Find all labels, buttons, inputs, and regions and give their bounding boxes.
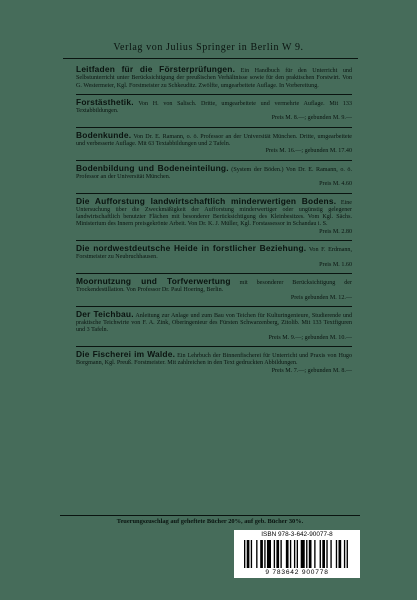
barcode-bar: [280, 540, 281, 568]
entry-bodenkunde: [76, 129, 352, 156]
barcode-bar: [286, 540, 289, 568]
entry-text: Von Dr. E. Ramann, o. ö. Professor an der Universität München. Dritte, umgearbeitete und verbesserte Auflage. Mit 63 Textabbildungen und 2 Tafeln.: [76, 133, 352, 148]
entry-price: Preis M. 8.—; gebunden M. 9.—: [271, 115, 352, 122]
barcode-bar: [301, 540, 305, 568]
entry-text: (System der Böden.) Von Dr. E. Ramann, o. ö. Professor an der Universität München.: [76, 166, 352, 180]
entry-bodenbildung: [76, 162, 352, 189]
entry-divider: [76, 346, 352, 347]
entry-price: Preis M. 1.60: [319, 261, 352, 268]
barcode-bar: [267, 540, 271, 568]
entry-price: Preis M. 4.60: [319, 181, 352, 188]
barcode-bar: [347, 540, 348, 568]
entry-title: Forstästhetik.: [76, 96, 134, 107]
barcode-bar: [344, 540, 345, 568]
entry-divider: [76, 306, 352, 307]
barcode-bar: [251, 540, 252, 568]
barcode-bar: [309, 540, 312, 568]
entry-forstaesthetik: [76, 96, 352, 123]
barcode-bar: [297, 540, 298, 568]
entry-title: Bodenkunde.: [76, 129, 132, 140]
publisher-header: Verlag von Julius Springer in Berlin W 9.: [113, 42, 304, 53]
barcode-bar: [294, 540, 295, 568]
entry-price: Preis M. 2.80: [319, 228, 352, 235]
entry-foersterpruefungen: [76, 66, 352, 90]
entry-divider: [76, 193, 352, 194]
barcode-bar: [264, 540, 265, 568]
barcode-bar: [274, 540, 275, 568]
entry-heide: [76, 245, 352, 269]
entry-divider: [76, 273, 352, 274]
entry-moornutzung: [76, 275, 352, 302]
entry-title: Der Teichbau.: [76, 308, 134, 319]
entry-text: Anleitung zur Anlage und zum Bau von Teichen für Kulturingenieure, Studierende und praktische Teichwirte von F. A. Zink, Oberingenieur des Fürsten Schwarzenberg, Zitolib. Mit 133 Textfiguren und 3 Tafeln.: [76, 312, 352, 334]
barcode-bar: [322, 540, 325, 568]
entry-divider: [76, 94, 352, 95]
entry-title: Bodenbildung und Bodeneinteilung.: [76, 162, 229, 173]
entry-divider: [76, 160, 352, 161]
entry-title: Die nordwestdeutsche Heide in forstlicher Beziehung.: [76, 243, 307, 254]
entry-divider: [76, 240, 352, 241]
entry-title: Die Aufforstung landwirtschaftlich minderwertigen Bodens.: [76, 195, 337, 206]
surcharge-note: Teuerungszuschlag auf geheftete Bücher 20%, auf geb. Bücher 30%.: [116, 518, 304, 525]
barcode-bar: [306, 540, 307, 568]
advertisement-list: [76, 66, 352, 375]
entry-title: Moornutzung und Torfverwertung: [76, 275, 231, 286]
barcode-bar: [260, 540, 263, 568]
entry-title: Leitfaden für die Försterprüfungen.: [76, 64, 236, 74]
entry-price: Preis gebunden M. 12.—: [290, 294, 352, 301]
barcode-bar: [314, 540, 315, 568]
barcode-bar: [336, 540, 337, 568]
header-rule: [63, 58, 358, 59]
barcode-bar: [326, 540, 327, 568]
entry-aufforstung: [76, 195, 353, 236]
entry-text: Ein Handbuch für den Unterricht und Selbstunterricht unter Berücksichtigung der preußischen Verhältnisse sowie für den praktischen Forstwirt. Von G. Westermeier, Kgl. Forstmeister zu Schkeuditz. Zwölfte, umgearbeitete Auflage. In Vorbereitung.: [76, 68, 352, 89]
barcode-bar: [339, 540, 342, 568]
barcode-bar: [290, 540, 291, 568]
entry-text: mit besonderer Berücksichtigung der Trockendestillation. Von Professor Dr. Paul Hoering, Berlin.: [76, 279, 352, 294]
entry-fischerei: [76, 351, 352, 375]
entry-divider: [76, 127, 352, 128]
footer-rule: [60, 515, 360, 516]
barcode-bar: [320, 540, 321, 568]
entry-text: Von H. von Salisch. Dritte, umgearbeitete und vermehrte Auflage. Mit 133 Textabbildungen.: [76, 100, 352, 115]
entry-title: Die Fischerei im Walde.: [76, 349, 176, 360]
barcode-bar: [244, 540, 245, 568]
barcode-bar: [247, 540, 250, 568]
isbn-barcode: [234, 530, 360, 578]
barcode-bar: [330, 540, 331, 568]
barcode-bar: [276, 540, 279, 568]
entry-price: Preis M. 7.—; gebunden M. 8.—: [271, 367, 352, 374]
entry-text: Eine Untersuchung über die Zweckmäßigkeit der Aufforstung minderwertiger oder ungünstig gelegener landwirtschaftlich benutzter Flächen mit besonderer Berücksichtigung des Kleinbesitzes. Vom Kgl. Sächs. Ministerium des Innern preisgekrönte Arbeit. Von Dr. K. J. Müller, Kgl. Forstassessor in Schandau i. S.: [76, 199, 353, 228]
barcode-bar: [256, 540, 257, 568]
isbn-label: ISBN 978-3-642-90077-8: [261, 531, 333, 538]
entry-teichbau: [76, 308, 352, 342]
entry-text: Ein Lehrbuch der Binnenfischerei für Unterricht und Praxis von Hugo Borgmann, Kgl. Preuß. Forstmeister. Mit zahlreichen in den Text gedruckten Abbildungen.: [76, 353, 352, 367]
entry-price: Preis M. 9.—; gebunden M. 10.—: [268, 334, 352, 341]
entry-text: Von F. Erdmann, Forstmeister zu Neubruchhausen.: [76, 247, 353, 261]
barcode-bars: [244, 540, 352, 568]
entry-price: Preis M. 16.—; gebunden M. 17.40: [265, 148, 352, 155]
barcode-digits: 9 783642 900778: [265, 569, 329, 576]
